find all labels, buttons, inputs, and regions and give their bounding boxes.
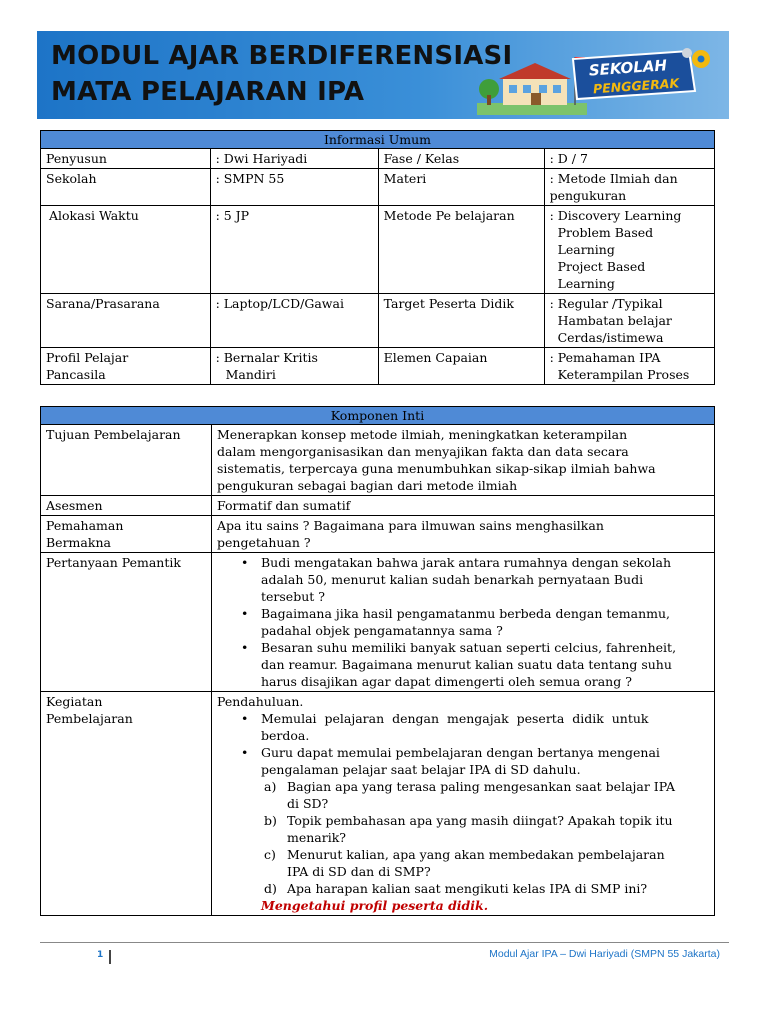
logo-text-line2: PENGGERAK	[592, 75, 680, 97]
row-label: Penyusun	[41, 149, 211, 169]
row-value: : Laptop/LCD/Gawai	[210, 294, 378, 348]
pendahuluan-heading: Pendahuluan.	[217, 694, 304, 709]
table-row	[41, 294, 715, 348]
komponen-inti-table	[40, 406, 715, 916]
asesmen-value: Formatif dan sumatif	[212, 496, 715, 516]
row-label: Target Peserta Didik	[378, 294, 544, 348]
table-row	[41, 149, 715, 169]
banner-title-line2: MATA PELAJARAN IPA	[51, 77, 365, 107]
list-item: • Bagaimana jika hasil pengamatanmu berbeda dengan temanmu, padahal objek pengamatannya sama ?	[261, 605, 709, 639]
tujuan-label: Tujuan Pembelajaran	[41, 425, 212, 496]
list-item: c) Menurut kalian, apa yang akan membedakan pembelajaran IPA di SD dan di SMP?	[264, 847, 665, 879]
row-value: : Pemahaman IPA Keterampilan Proses	[544, 348, 714, 385]
row-value: : Dwi Hariyadi	[210, 149, 378, 169]
row-label: Sarana/Prasarana	[41, 294, 211, 348]
sekolah-penggerak-logo	[567, 47, 717, 103]
red-note: Mengetahui profil peserta didik.	[261, 898, 489, 913]
row-value: : SMPN 55	[210, 169, 378, 206]
tujuan-value: Menerapkan konsep metode ilmiah, meningkatkan keterampilan dalam mengorganisasikan dan menyajikan fakta dan data secara sistematis, terpercaya guna menumbuhkan sikap-sikap ilmiah bahwa pengukuran sebagai bagian dari metode ilmiah	[212, 425, 715, 496]
row-label: Profil Pelajar Pancasila	[41, 348, 211, 385]
row-value: : D / 7	[544, 149, 714, 169]
table-row	[41, 516, 715, 553]
list-item: a) Bagian apa yang terasa paling mengesankan saat belajar IPA di SD?	[264, 779, 676, 811]
table-row	[41, 553, 715, 692]
informasi-umum-table	[40, 130, 715, 385]
row-value: : Regular /Typikal Hambatan belajar Cerdas/istimewa	[544, 294, 714, 348]
footer-text: Modul Ajar IPA – Dwi Hariyadi (SMPN 55 Jakarta)	[489, 948, 720, 960]
table-row	[41, 496, 715, 516]
row-label: Fase / Kelas	[378, 149, 544, 169]
row-value: : Bernalar Kritis Mandiri	[210, 348, 378, 385]
row-value: : Metode Ilmiah dan pengukuran	[544, 169, 714, 206]
row-label: Alokasi Waktu	[41, 206, 211, 294]
table-row	[41, 425, 715, 496]
row-value: : Discovery Learning Problem Based Learning Project Based Learning	[544, 206, 714, 294]
page-number: 1	[97, 950, 111, 964]
pertanyaan-value	[212, 553, 715, 692]
informasi-umum-header: Informasi Umum	[41, 131, 715, 149]
banner-title-line1: MODUL AJAR BERDIFERENSIASI	[51, 41, 513, 71]
list-item: • Besaran suhu memiliki banyak satuan seperti celcius, fahrenheit, dan reamur. Bagaimana menurut kalian suatu data tentang suhu harus disajikan agar dapat dimengerti oleh semua orang ?	[261, 639, 709, 690]
header-banner	[37, 31, 729, 119]
row-value: : 5 JP	[210, 206, 378, 294]
table-row	[41, 169, 715, 206]
row-label: Materi	[378, 169, 544, 206]
list-item: d) Apa harapan kalian saat mengikuti kelas IPA di SMP ini?	[264, 881, 648, 896]
pertanyaan-label: Pertanyaan Pemantik	[41, 553, 212, 692]
footer-divider	[40, 942, 729, 943]
row-label: Elemen Capaian	[378, 348, 544, 385]
kegiatan-value	[212, 692, 715, 916]
table-row	[41, 692, 715, 916]
table-row	[41, 206, 715, 294]
row-label: Sekolah	[41, 169, 211, 206]
pemahaman-value: Apa itu sains ? Bagaimana para ilmuwan sains menghasilkan pengetahuan ?	[212, 516, 715, 553]
kegiatan-label: Kegiatan Pembelajaran	[41, 692, 212, 916]
asesmen-label: Asesmen	[41, 496, 212, 516]
pemahaman-label: Pemahaman Bermakna	[41, 516, 212, 553]
list-item: b) Topik pembahasan apa yang masih diingat? Apakah topik itu menarik?	[264, 813, 673, 845]
list-item: • Guru dapat memulai pembelajaran dengan bertanya mengenai pengalaman pelajar saat belajar IPA di SD dahulu.	[261, 744, 709, 778]
logo-text-line1: SEKOLAH	[588, 56, 668, 80]
table-row	[41, 348, 715, 385]
komponen-inti-header: Komponen Inti	[41, 407, 715, 425]
list-item: • Memulai pelajaran dengan mengajak peserta didik untuk berdoa.	[261, 710, 709, 744]
list-item: • Budi mengatakan bahwa jarak antara rumahnya dengan sekolah adalah 50, menurut kalian sudah benarkah pernyataan Budi tersebut ?	[261, 554, 709, 605]
row-label: Metode Pe belajaran	[378, 206, 544, 294]
